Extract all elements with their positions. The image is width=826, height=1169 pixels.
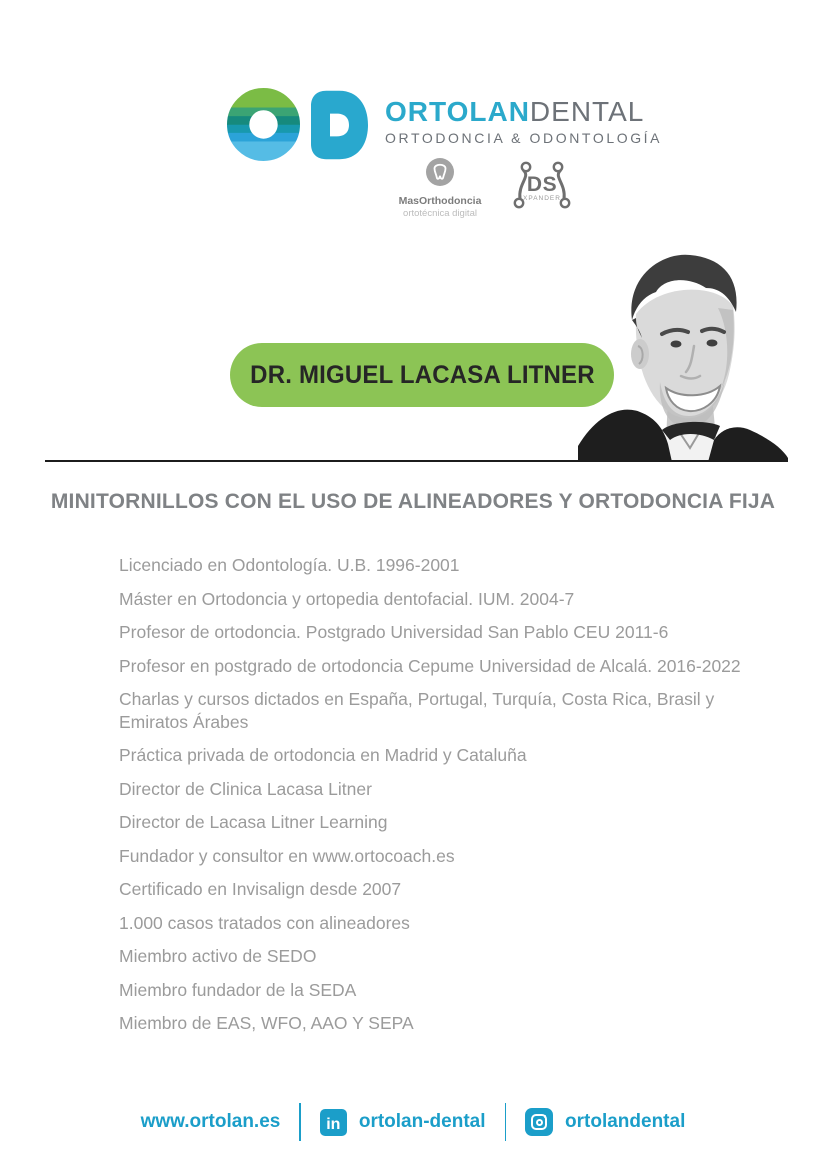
credential-item: Miembro fundador de la SEDA	[119, 979, 357, 1000]
speaker-name-banner	[230, 343, 614, 407]
credential-item: Profesor en postgrado de ortodoncia Cepume Universidad de Alcalá. 2016-2022	[119, 655, 741, 676]
talk-title: MINITORNILLOS CON EL USO DE ALINEADORES Y ORTODONCIA FIJA	[50, 490, 776, 513]
footer-divider	[299, 1103, 301, 1141]
mas-orthodoncia-name: MasOrthodoncia	[398, 195, 482, 207]
credentials-list	[119, 554, 747, 1046]
linkedin-handle: ortolan-dental	[358, 1111, 486, 1132]
instagram-handle: ortolandental	[565, 1111, 686, 1132]
footer	[0, 1100, 826, 1144]
credential-item: Profesor de ortodoncia. Postgrado Universidad San Pablo CEU 2011-6	[119, 622, 669, 642]
credential-item: Miembro activo de SEDO	[119, 946, 317, 966]
credential-item: Licenciado en Odontología. U.B. 1996-2001	[119, 555, 460, 575]
credential-item: Charlas y cursos dictados en España, Portugal, Turquía, Costa Rica, Brasil y Emiratos Árabes	[119, 689, 715, 732]
footer-divider	[505, 1103, 507, 1141]
tooth-icon	[425, 157, 455, 187]
brand-tagline: ORTODONCIA & ODONTOLOGÍA	[385, 130, 663, 146]
website-link[interactable]: www.ortolan.es	[140, 1111, 281, 1132]
brand-name-secondary: DENTAL	[529, 96, 645, 127]
linkedin-link[interactable]	[320, 1109, 486, 1136]
credential-item: Máster en Ortodoncia y ortopedia dentofacial. IUM. 2004-7	[119, 588, 575, 609]
brand-name-primary: ORTOLAN	[385, 96, 530, 127]
section-divider	[45, 460, 782, 462]
credential-item: Fundador y consultor en www.ortocoach.es	[119, 845, 455, 866]
speaker-portrait-photo	[578, 248, 788, 462]
credential-item: Certificado en Invisalign desde 2007	[119, 879, 402, 899]
credential-item: Práctica privada de ortodoncia en Madrid y Cataluña	[119, 745, 527, 765]
credential-item: 1.000 casos tratados con alineadores	[119, 912, 410, 933]
speaker-name: DR. MIGUEL LACASA LITNER	[249, 360, 595, 389]
linkedin-icon: in	[320, 1109, 347, 1136]
ds-xpander-name: DS	[526, 173, 558, 196]
ortolan-logo	[227, 88, 368, 161]
credential-item: Director de Lacasa Litner Learning	[119, 812, 388, 832]
credential-item: Director de Clinica Lacasa Litner	[119, 778, 372, 799]
od-logo-o-icon	[227, 88, 300, 161]
od-logo-d-icon	[311, 89, 368, 161]
mas-orthodoncia-logo	[392, 157, 488, 219]
ds-xpander-logo	[510, 160, 574, 210]
instagram-link[interactable]	[525, 1108, 685, 1136]
mas-orthodoncia-subtitle: ortotécnica digital	[403, 208, 477, 219]
instagram-icon	[525, 1108, 553, 1136]
brand-name	[385, 97, 662, 127]
credential-item: Miembro de EAS, WFO, AAO Y SEPA	[119, 1013, 414, 1033]
ds-xpander-subtitle: XPANDER	[523, 195, 561, 202]
brand-text	[385, 97, 662, 146]
